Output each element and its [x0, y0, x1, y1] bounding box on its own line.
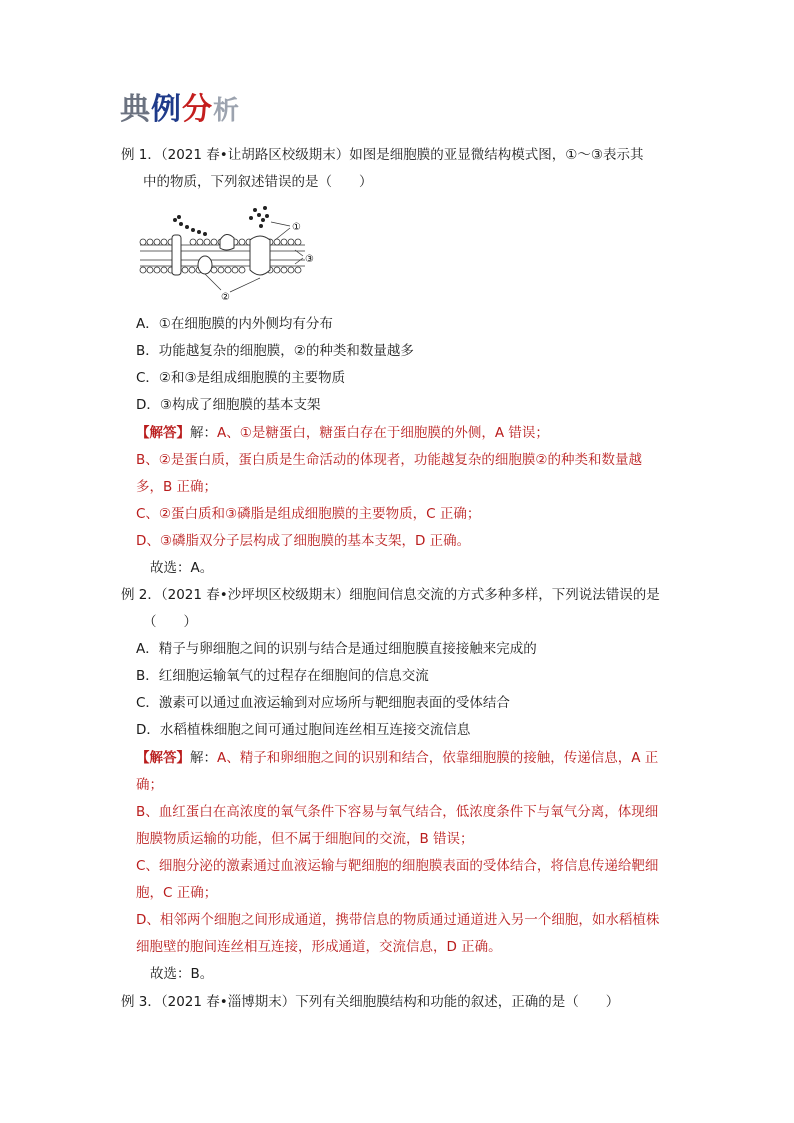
- q1-option-c: C．②和③是组成细胞膜的主要物质: [136, 370, 346, 386]
- section-banner: [120, 92, 290, 128]
- q2-answer-d-2: 细胞壁的胞间连丝相互连接，形成通道，交流信息，D 正确。: [136, 939, 502, 955]
- banner-char-1: 典: [120, 92, 151, 127]
- q2-stem-line-2: （ ）: [143, 614, 197, 630]
- q2-option-c: C．激素可以通过血液运输到对应场所与靶细胞表面的受体结合: [136, 695, 510, 711]
- q2-answer-c-2: 胞，C 正确；: [136, 885, 218, 901]
- q1-answer-c: C、②蛋白质和③磷脂是组成细胞膜的主要物质，C 正确；: [136, 506, 481, 522]
- q1-answer-tag: 【解答】: [136, 425, 190, 441]
- banner-char-4: 析: [213, 96, 241, 126]
- q1-choice: 故选：A。: [150, 560, 214, 576]
- glycoprotein-chain-icon: [173, 206, 269, 236]
- q2-answer-b-1: B、血红蛋白在高浓度的氧气条件下容易与氧气结合，低浓度条件下与氧气分离，体现细: [136, 804, 659, 820]
- q2-answer-d-1: D、相邻两个细胞之间形成通道，携带信息的物质通过通道进入另一个细胞，如水稻植株: [136, 912, 660, 928]
- q2-answer-line-a: [136, 749, 658, 767]
- q2-answer-a-1: A、精子和卵细胞之间的识别和结合，依靠细胞膜的接触，传递信息，A 正: [217, 750, 659, 766]
- q1-option-b: B．功能越复杂的细胞膜，②的种类和数量越多: [136, 343, 414, 359]
- q2-answer-c-1: C、细胞分泌的激素通过血液运输与靶细胞的细胞膜表面的受体结合，将信息传递给靶细: [136, 858, 659, 874]
- q1-answer-b-2: 多，B 正确；: [136, 479, 218, 495]
- q2-stem-line-1: 例 2．（2021 春•沙坪坝区校级期末）细胞间信息交流的方式多种多样，下列说法错误的是: [121, 587, 660, 603]
- q2-answer-intro: 解：: [190, 750, 217, 766]
- diagram-label-2: ②: [221, 292, 230, 303]
- q2-option-d: D．水稻植株细胞之间可通过胞间连丝相互连接交流信息: [136, 722, 471, 738]
- q1-answer-b-1: B、②是蛋白质，蛋白质是生命活动的体现者，功能越复杂的细胞膜②的种类和数量越: [136, 452, 642, 468]
- q2-answer-b-2: 胞膜物质运输的功能，但不属于细胞间的交流，B 错误；: [136, 831, 474, 847]
- q1-answer-intro: 解：: [190, 425, 217, 441]
- q2-option-a: A．精子与卵细胞之间的识别与结合是通过细胞膜直接接触来完成的: [136, 641, 537, 657]
- q1-answer-d: D、③磷脂双分子层构成了细胞膜的基本支架，D 正确。: [136, 533, 471, 549]
- q2-option-b: B．红细胞运输氧气的过程存在细胞间的信息交流: [136, 668, 429, 684]
- q2-choice: 故选：B。: [150, 966, 214, 982]
- q1-stem-line-1: 例 1．（2021 春•让胡路区校级期末）如图是细胞膜的亚显微结构模式图，①～③表示其: [121, 147, 644, 163]
- q1-answer-a: A、①是糖蛋白，糖蛋白存在于细胞膜的外侧，A 错误；: [217, 425, 549, 441]
- banner-char-2: 例: [151, 92, 182, 127]
- q2-answer-tag: 【解答】: [136, 750, 190, 766]
- q1-option-d: D．③构成了细胞膜的基本支架: [136, 397, 321, 413]
- q2-answer-a-2: 确；: [136, 777, 163, 793]
- q1-answer-line-a: [136, 424, 549, 442]
- cell-membrane-diagram: [135, 200, 325, 305]
- q3-stem-line-1: 例 3．（2021 春•淄博期末）下列有关细胞膜结构和功能的叙述，正确的是（ ）: [121, 994, 620, 1010]
- diagram-label-3: ③: [305, 254, 314, 265]
- q1-stem-line-2: 中的物质，下列叙述错误的是（ ）: [143, 174, 373, 190]
- banner-char-3: 分: [182, 92, 213, 127]
- q1-option-a: A．①在细胞膜的内外侧均有分布: [136, 316, 333, 332]
- diagram-label-1: ①: [292, 222, 301, 233]
